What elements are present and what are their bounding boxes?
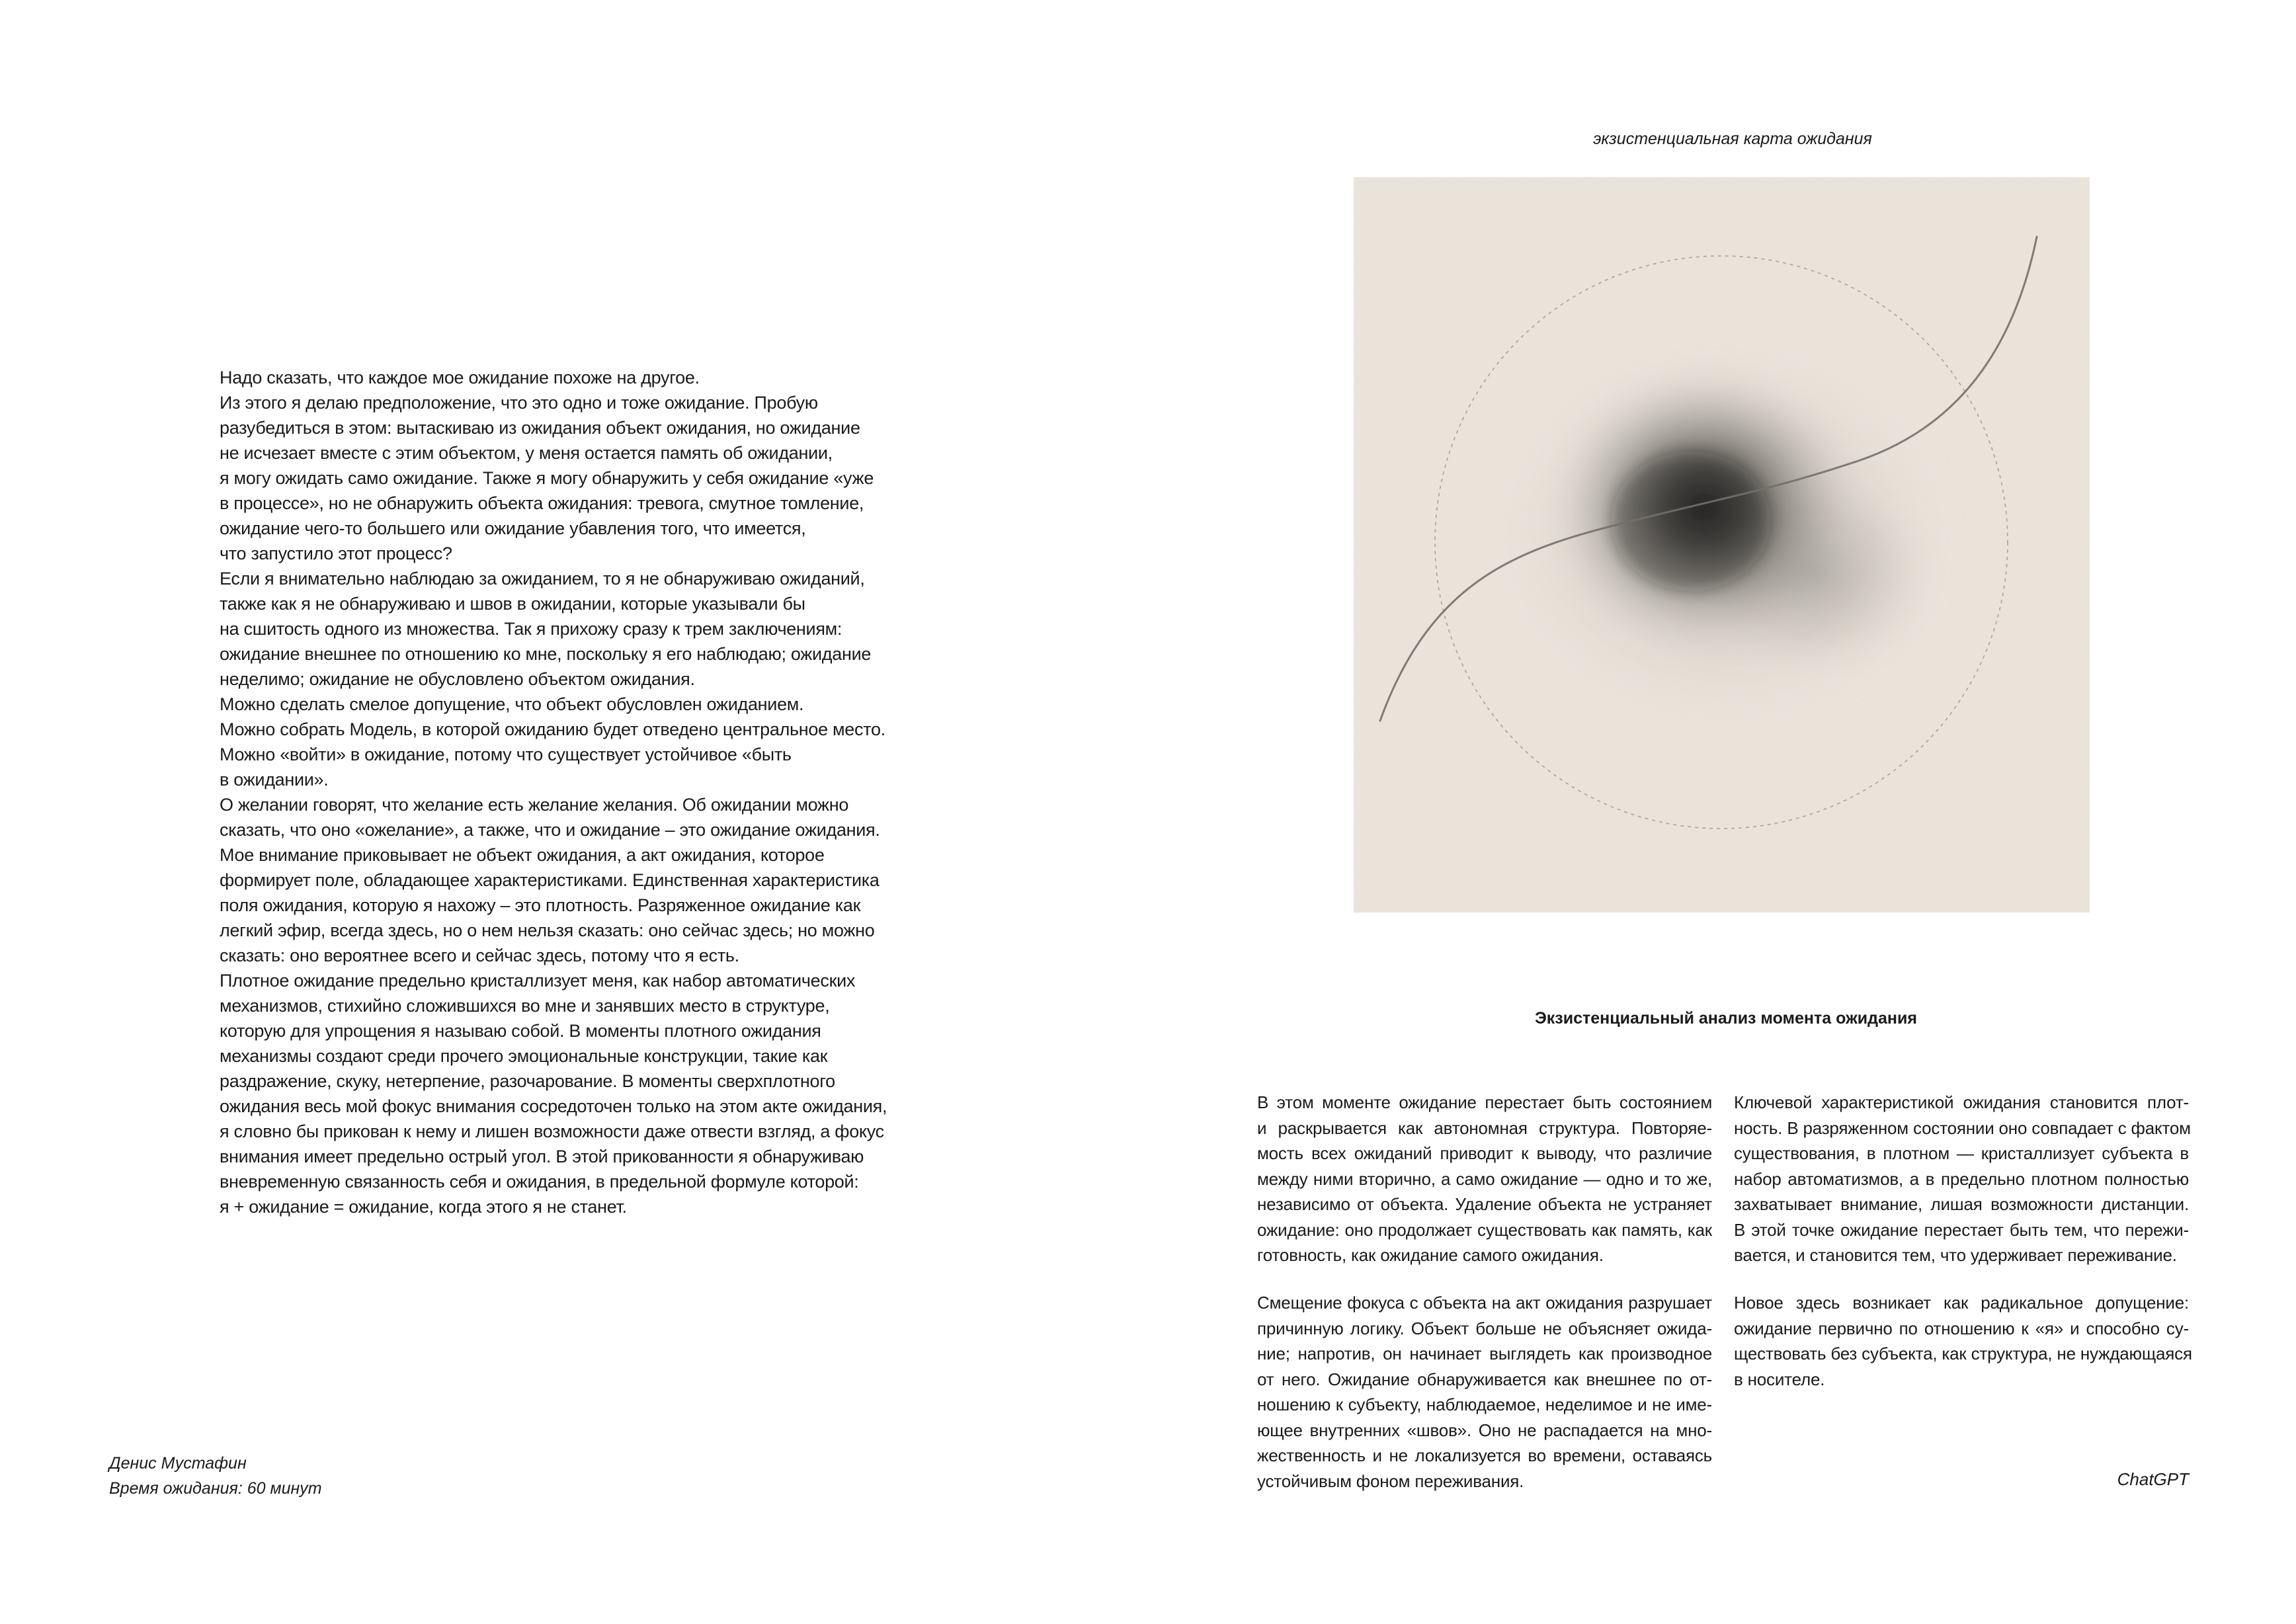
column-line: ожидание: оно продолжает существовать как память, как: [1257, 1219, 1712, 1240]
essay-line: Можно собрать Модель, в которой ожиданию будет отведено центральное место.: [220, 719, 885, 739]
figure-caption: экзистенциальная карта ожидания: [1593, 130, 1872, 148]
essay-line: Мое внимание приковывает не объект ожидания, а акт ожидания, которое: [220, 845, 825, 865]
column-line: Смещение фокуса с объекта на акт ожидания разрушает: [1257, 1293, 1712, 1313]
essay-line: механизмы создают среди прочего эмоциональные конструкции, такие как: [220, 1046, 828, 1066]
essay-line: сказать: оно вероятнее всего и сейчас здесь, потому что я есть.: [220, 946, 739, 965]
column-line: Ключевой характеристикой ожидания становится плот-: [1734, 1092, 2189, 1112]
essay-line: неделимо; ожидание не обусловлено объектом ожидания.: [220, 669, 695, 689]
column-line: жественность и не локализуется во времени, оставаясь: [1257, 1445, 1712, 1465]
column-line: набор автоматизмов, а в предельно плотном полностью: [1734, 1168, 2189, 1189]
essay-line: легкий эфир, всегда здесь, но о нем нельзя сказать: оно сейчас здесь; но можно: [220, 920, 875, 940]
analysis-column-right-paragraph-1: [1734, 1090, 2189, 1268]
section-title: Экзистенциальный анализ момента ожидания: [1535, 1009, 1917, 1028]
essay-line: вневременную связанность себя и ожидания, в предельной формуле которой:: [220, 1172, 859, 1192]
column-line: в носителе.: [1734, 1369, 1825, 1389]
essay-line: не исчезает вместе с этим объектом, у меня остается память об ожидании,: [220, 443, 833, 463]
column-line: устойчивым фоном переживания.: [1257, 1471, 1524, 1491]
column-line: ющее внутренних «швов». Оно не распадается на мно-: [1257, 1420, 1712, 1440]
analysis-column-left-paragraph-1: [1257, 1090, 1712, 1268]
credit-chatgpt: ChatGPT: [2117, 1469, 2189, 1489]
essay-line: Надо сказать, что каждое мое ожидание похоже на другое.: [220, 368, 700, 387]
column-line: между ними вторично, а само ожидание — одно и то же,: [1257, 1168, 1712, 1189]
column-line: от него. Ожидание обнаруживается как внешнее по от-: [1257, 1369, 1712, 1389]
essay-line: Из этого я делаю предположение, что это одно и тоже ожидание. Пробую: [220, 393, 818, 413]
essay-line: механизмов, стихийно сложившихся во мне и занявших место в структуре,: [220, 996, 830, 1016]
column-line: захватывает внимание, лишая возможности дистанции.: [1734, 1194, 2189, 1214]
artwork-svg: [1354, 177, 2090, 913]
essay-line: ожидание чего-то большего или ожидание убавления того, что имеется,: [220, 518, 806, 538]
existential-map-artwork: [1354, 177, 2090, 913]
essay-line: поля ожидания, которую я нахожу – это плотность. Разряженное ожидание как: [220, 895, 861, 915]
essay-line: О желании говорят, что желание есть желание желания. Об ожидании можно: [220, 795, 849, 815]
column-line: мость всех ожиданий приводит к выводу, что различие: [1257, 1143, 1712, 1163]
paper-grain: [1354, 177, 2090, 913]
column-line: ожидание первично по отношению к «я» и способно су-: [1734, 1318, 2189, 1338]
column-line: ние; напротив, он начинает выглядеть как производное: [1257, 1344, 1712, 1363]
column-line: и раскрывается как автономная структура. Повторяе-: [1257, 1117, 1712, 1138]
essay-line: Плотное ожидание предельно кристаллизует меня, как набор автоматических: [220, 971, 856, 991]
column-line: В этом моменте ожидание перестает быть состоянием: [1257, 1092, 1712, 1112]
column-line: существования, в плотном — кристаллизует субъекта в: [1734, 1143, 2189, 1163]
column-line: ществовать без субъекта, как структура, не нуждающаяся: [1734, 1344, 2192, 1363]
essay-line: в процессе», но не обнаружить объекта ожидания: тревога, смутное томление,: [220, 493, 864, 513]
essay-line: Можно сделать смелое допущение, что объект обусловлен ожиданием.: [220, 694, 804, 714]
essay-line: в ожидании».: [220, 770, 329, 790]
author-name: Денис Мустафин: [109, 1454, 247, 1473]
essay-line: я словно бы прикован к нему и лишен возможности даже отвести взгляд, а фокус: [220, 1121, 884, 1141]
essay-line: что запустило этот процесс?: [220, 544, 452, 563]
column-line: вается, и становится тем, что удерживает переживание.: [1734, 1245, 2177, 1265]
column-line: Новое здесь возникает как радикальное допущение:: [1734, 1293, 2189, 1313]
column-line: ношению к субъекту, наблюдаемое, неделимое и не име-: [1257, 1395, 1712, 1414]
essay-line: ожидания весь мой фокус внимания сосредоточен только на этом акте ожидания,: [220, 1096, 887, 1116]
essay-line: Если я внимательно наблюдаю за ожиданием, то я не обнаруживаю ожиданий,: [220, 569, 865, 589]
essay-line: также как я не обнаруживаю и швов в ожидании, которые указывали бы: [220, 594, 805, 614]
author-signature: [109, 1451, 322, 1501]
essay-line: я + ожидание = ожидание, когда этого я не станет.: [220, 1197, 627, 1217]
column-line: готовность, как ожидание самого ожидания.: [1257, 1245, 1604, 1265]
essay-line: разубедиться в этом: вытаскиваю из ожидания объект ожидания, но ожидание: [220, 418, 860, 438]
essay-line: сказать, что оно «ожелание», а также, что и ожидание – это ожидание ожидания.: [220, 820, 880, 840]
essay-line: на сшитость одного из множества. Так я прихожу сразу к трем заключениям:: [220, 619, 842, 639]
essay-line: которую для упрощения я называю собой. В моменты плотного ожидания: [220, 1021, 821, 1041]
essay-line: я могу ожидать само ожидание. Также я могу обнаружить у себя ожидание «уже: [220, 468, 874, 488]
column-line: В этой точке ожидание перестает быть тем, что пережи-: [1734, 1219, 2189, 1240]
analysis-column-left-paragraph-2: [1257, 1290, 1712, 1494]
essay-line: раздражение, скуку, нетерпение, разочарование. В моменты сверхплотного: [220, 1071, 835, 1091]
column-line: ность. В разряженном состоянии оно совпадает с фактом: [1734, 1117, 2191, 1138]
essay-line: внимания имеет предельно острый угол. В этой прикованности я обнаруживаю: [220, 1147, 864, 1166]
essay-text: [220, 365, 934, 1219]
column-line: независимо от объекта. Удаление объекта не устраняет: [1257, 1194, 1712, 1214]
essay-line: Можно «войти» в ожидание, потому что существует устойчивое «быть: [220, 745, 792, 764]
column-line: причинную логику. Объект больше не объясняет ожида-: [1257, 1318, 1712, 1338]
essay-line: ожидание внешнее по отношению ко мне, поскольку я его наблюдаю; ожидание: [220, 644, 872, 664]
essay-line: формирует поле, обладающее характеристиками. Единственная характеристика: [220, 870, 880, 890]
waiting-time: Время ожидания: 60 минут: [109, 1479, 322, 1498]
analysis-column-right-paragraph-2: [1734, 1290, 2192, 1392]
